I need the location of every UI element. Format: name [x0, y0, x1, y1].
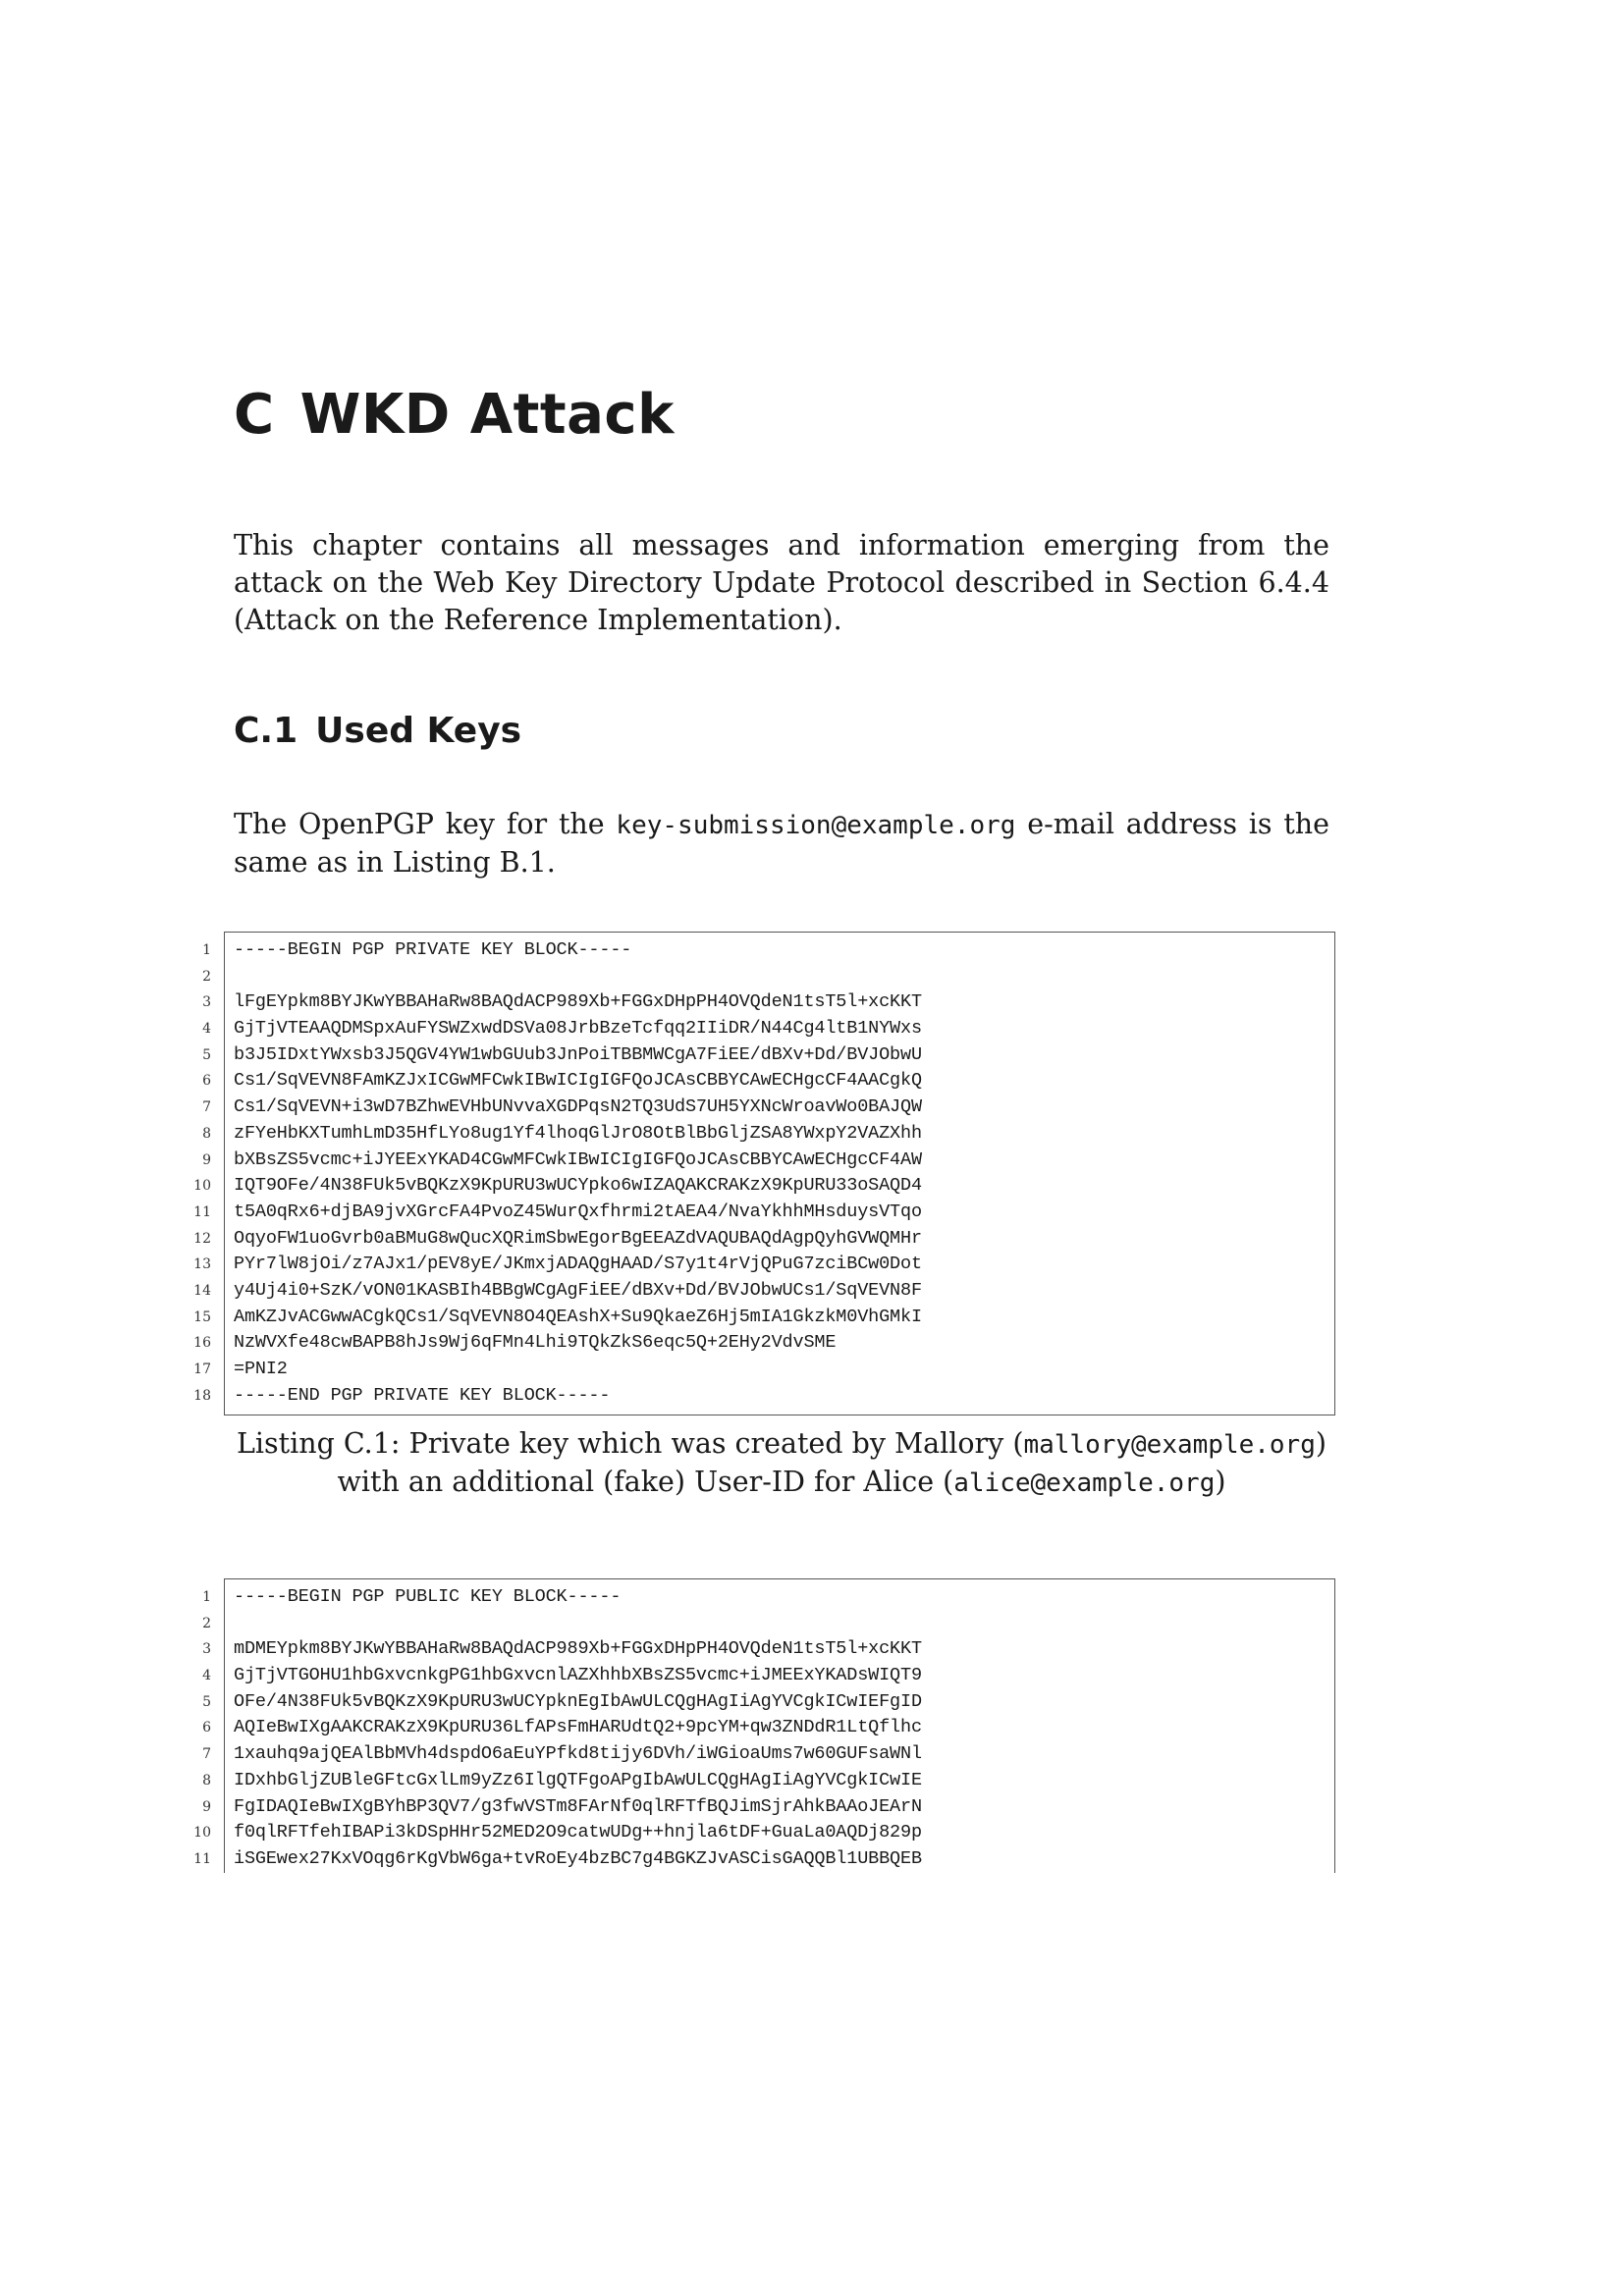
line-number: 2 [202, 968, 211, 985]
code-text: -----BEGIN PGP PRIVATE KEY BLOCK----- [234, 939, 632, 960]
code-text: mDMEYpkm8BYJKwYBBAHaRw8BAQdACP989Xb+FGGxDHpPH4OVQdeN1tsT5l+xcKKT [234, 1638, 922, 1660]
line-number: 6 [202, 1073, 211, 1090]
public-key-listing [193, 1578, 1335, 1873]
code-line [202, 1121, 1334, 1148]
line-number: 7 [202, 1746, 211, 1763]
code-text: Cs1/SqVEVN+i3wD7BZhwEVHbUNvvaXGDPqsN2TQ3UdS7UH5YXNcWroavWo0BAJQW [234, 1096, 922, 1118]
line-number: 11 [193, 1850, 211, 1867]
line-number: 8 [202, 1772, 211, 1789]
used-keys-paragraph [234, 806, 1329, 881]
line-number: 3 [202, 994, 211, 1011]
code-line [193, 1357, 1334, 1383]
code-text: PYr7lW8jOi/z7AJx1/pEV8yE/JKmxjADAQgHAAD/S7y1t4rVjQPuG7zciBCw0Dot [234, 1254, 922, 1275]
code-line [193, 1383, 1334, 1410]
code-text: IQT9OFe/4N38FUk5vBQKzX9KpURU3wUCYpko6wIZAQAKCRAKzX9KpURU33oSAQD4 [234, 1175, 922, 1197]
code-text: AmKZJvACGwwACgkQCs1/SqVEVN8O4QEAshX+Su9QkaeZ6Hj5mIA1GkzkM0VhGMkI [234, 1306, 922, 1327]
code-line [202, 1584, 1334, 1611]
caption-prefix: Listing C.1: Private key which was created by Mallory ( [236, 1427, 1024, 1460]
code-line [193, 1305, 1334, 1331]
code-text: t5A0qRx6+djBA9jvXGrcFA4PvoZ45WurQxfhrmi2tAEA4/NvaYkhhMHsduysVTqo [234, 1201, 922, 1222]
private-key-listing [193, 932, 1335, 1415]
code-text: Cs1/SqVEVN8FAmKZJxICGwMFCwkIBwICIgIGFQoJCAsCBBYCAwECHgcCF4AACgkQ [234, 1070, 922, 1092]
code-line [202, 1016, 1334, 1042]
line-number: 14 [193, 1282, 211, 1299]
code-text: =PNI2 [234, 1359, 288, 1379]
code-line [202, 964, 1334, 990]
chapter-title [234, 381, 675, 450]
used-keys-text-before: The OpenPGP key for the [234, 808, 617, 840]
code-line [202, 1148, 1334, 1174]
line-number: 9 [202, 1151, 211, 1168]
code-text: AQIeBwIXgAAKCRAKzX9KpURU36LfAPsFmHARUdtQ2+9pcYM+qw3ZNDdR1LtQflhc [234, 1717, 922, 1738]
line-number: 5 [202, 1046, 211, 1063]
line-number: 13 [193, 1256, 211, 1273]
code-line [202, 1663, 1334, 1689]
caption-suffix: ) [1215, 1466, 1226, 1498]
code-text: GjTjVTGOHU1hbGxvcnkgPG1hbGxvcnlAZXhhbXBsZS5vcmc+iJMEExYKADsWIQT9 [234, 1665, 922, 1686]
code-text: OqyoFW1uoGvrb0aBMuG8wQucXQRimSbwEgorBgEEAZdVAQUBAQdAgpQyhGVWQMHr [234, 1227, 922, 1249]
line-number: 4 [202, 1668, 211, 1684]
line-number: 1 [202, 942, 211, 958]
caption-middle: ) with an additional (fake) User-ID for Alice ( [337, 1427, 1326, 1498]
line-number: 4 [202, 1021, 211, 1038]
line-number: 10 [193, 1825, 211, 1842]
caption-email-mallory: mallory@example.org [1023, 1430, 1316, 1460]
code-line [202, 1741, 1334, 1768]
code-line [193, 1200, 1334, 1226]
chapter-number: C [234, 383, 275, 447]
code-text: GjTjVTEAAQDMSpxAuFYSWZxwdDSVa08JrbBzeTcfqq2IIiDR/N44Cg4ltB1NYWxs [234, 1018, 922, 1040]
line-number: 12 [193, 1230, 211, 1247]
section-number: C.1 [234, 711, 298, 751]
line-number: 15 [193, 1308, 211, 1325]
code-text: f0qlRFTfehIBAPi3kDSpHHr52MED2O9catwUDg++hnjla6tDF+GuaLa0AQDj829p [234, 1822, 922, 1843]
code-text: IDxhbGljZUBleGFtcGxlLm9yZz6IlgQTFgoAPgIbAwULCQgHAgIiAgYVCgkICwIE [234, 1769, 922, 1790]
line-number: 8 [202, 1125, 211, 1142]
code-text: 1xauhq9ajQEAlBbMVh4dspdO6aEuYPfkd8tijy6DVh/iWGioaUms7w60GUFsaWNl [234, 1743, 922, 1765]
line-number: 3 [202, 1641, 211, 1658]
code-line [202, 1794, 1334, 1821]
code-line [193, 1846, 1334, 1873]
listing-code-lines [193, 933, 1334, 1409]
code-text: OFe/4N38FUk5vBQKzX9KpURU3wUCYpknEgIbAwULCQgHAgIiAgYVCgkICwIEFgID [234, 1690, 922, 1712]
code-text: bXBsZS5vcmc+iJYEExYKAD4CGwMFCwkIBwICIgIGFQoJCAsCBBYCAwECHgcCF4AW [234, 1148, 922, 1170]
line-number: 1 [202, 1589, 211, 1605]
code-line [193, 1226, 1334, 1253]
line-number: 7 [202, 1099, 211, 1116]
line-number: 9 [202, 1798, 211, 1815]
code-line [202, 989, 1334, 1016]
listing-caption [234, 1425, 1329, 1502]
line-number: 2 [202, 1615, 211, 1631]
submission-email: key-submission@example.org [616, 811, 1016, 840]
line-number: 5 [202, 1693, 211, 1710]
caption-email-alice: alice@example.org [953, 1468, 1216, 1498]
line-number: 10 [193, 1178, 211, 1195]
code-line [193, 1173, 1334, 1200]
code-line [202, 1611, 1334, 1637]
code-line [202, 937, 1334, 964]
line-number: 11 [193, 1203, 211, 1220]
code-line [202, 1636, 1334, 1663]
section-title [234, 709, 521, 754]
line-number: 6 [202, 1720, 211, 1736]
code-line [202, 1095, 1334, 1121]
intro-paragraph: This chapter contains all messages and information emerging from the attack on the Web Key Directory Update Protocol described in Section 6.4.4 (Attack on the Reference Implementation). [234, 529, 1329, 636]
code-line [202, 1715, 1334, 1741]
code-line [202, 1689, 1334, 1716]
code-line [202, 1042, 1334, 1069]
code-text: b3J5IDxtYWxsb3J5QGV4YW1wbGUub3JnPoiTBBMWCgA7FiEE/dBXv+Dd/BVJObwU [234, 1043, 922, 1065]
code-line [202, 1768, 1334, 1794]
code-line [193, 1278, 1334, 1305]
code-line [193, 1252, 1334, 1278]
code-line [193, 1330, 1334, 1357]
used-keys-text-after: e-mail address is the same as in Listing B.1. [234, 808, 1329, 879]
code-text: -----BEGIN PGP PUBLIC KEY BLOCK----- [234, 1586, 622, 1607]
listing-code-lines [193, 1579, 1334, 1873]
code-text: y4Uj4i0+SzK/vON01KASBIh4BBgWCgAgFiEE/dBXv+Dd/BVJObwUCs1/SqVEVN8F [234, 1279, 922, 1301]
code-text: iSGEwex27KxVOqg6rKgVbW6ga+tvRoEy4bzBC7g4BGKZJvASCisGAQQBl1UBBQEB [234, 1847, 922, 1869]
line-number: 18 [193, 1387, 211, 1404]
code-text: zFYeHbKXTumhLmD35HfLYo8ug1Yf4lhoqGlJrO8OtBlBbGljZSA8YWxpY2VAZXhh [234, 1122, 922, 1144]
chapter-title-text: WKD Attack [299, 383, 675, 447]
line-number: 17 [193, 1362, 211, 1377]
code-line [202, 1068, 1334, 1095]
section-title-text: Used Keys [315, 711, 522, 751]
code-text: -----END PGP PRIVATE KEY BLOCK----- [234, 1384, 611, 1406]
code-text: FgIDAQIeBwIXgBYhBP3QV7/g3fwVSTm8FArNf0qlRFTfBQJimSjrAhkBAAoJEArN [234, 1795, 922, 1817]
code-text: NzWVXfe48cwBAPB8hJs9Wj6qFMn4Lhi9TQkZkS6eqc5Q+2EHy2VdvSME [234, 1332, 837, 1354]
line-number: 16 [193, 1335, 211, 1352]
code-text: lFgEYpkm8BYJKwYBBAHaRw8BAQdACP989Xb+FGGxDHpPH4OVQdeN1tsT5l+xcKKT [234, 991, 922, 1013]
code-line [193, 1820, 1334, 1846]
